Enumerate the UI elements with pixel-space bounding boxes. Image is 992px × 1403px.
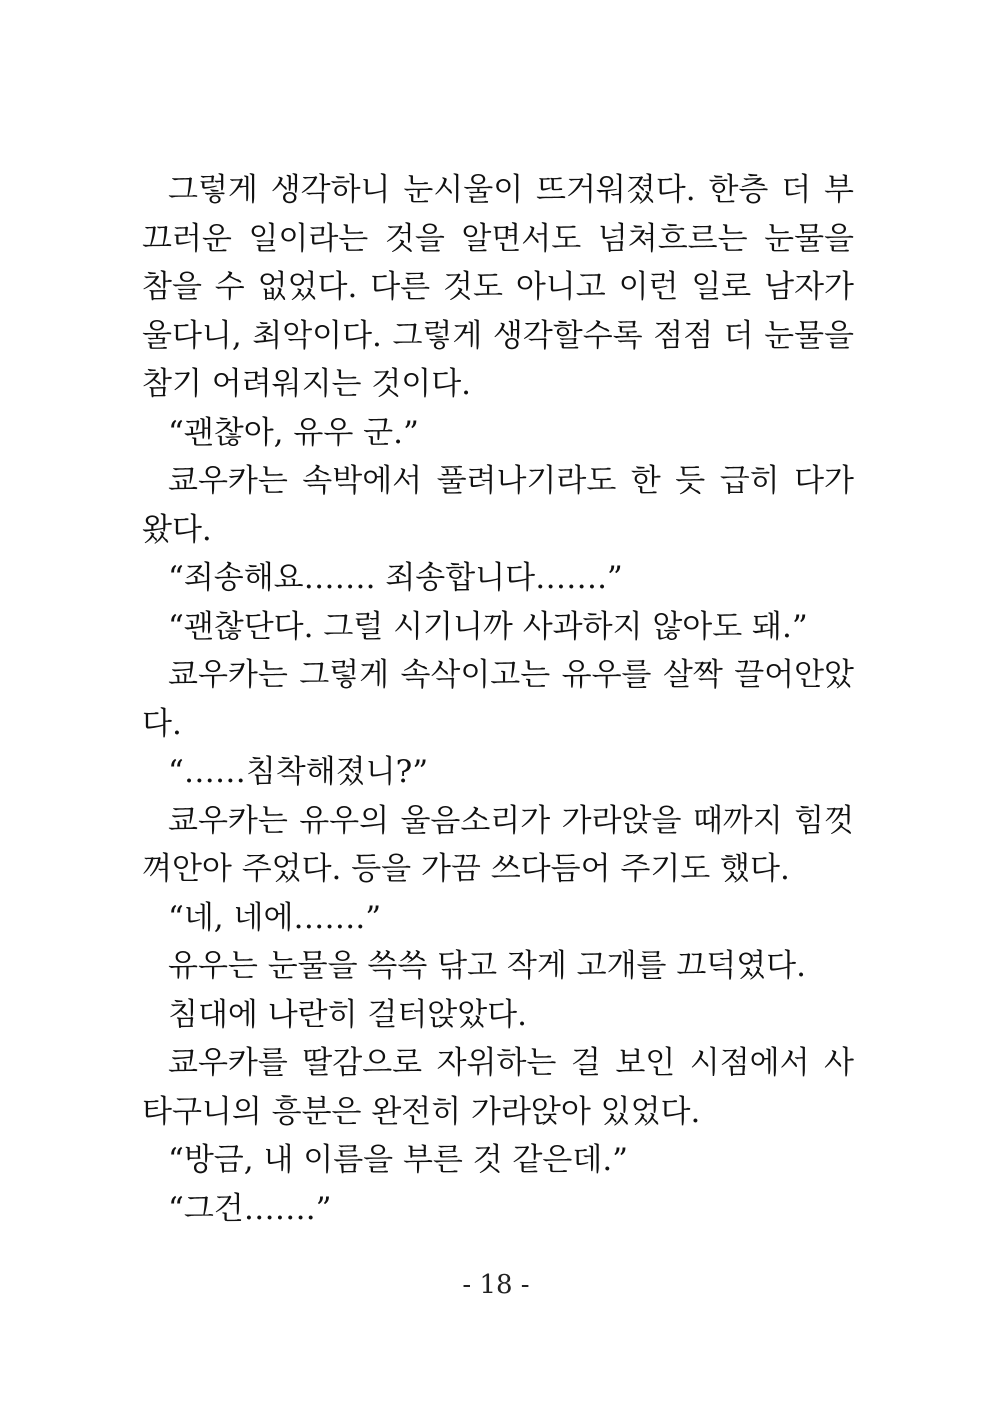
text-line: 껴안아 주었다. 등을 가끔 쓰다듬어 주기도 했다. (142, 851, 790, 887)
page-number: - 18 - (462, 1270, 530, 1300)
body-text (142, 166, 854, 1233)
dialogue-line: “그건…….” (168, 1190, 332, 1227)
text-line: 참기 어려워지는 것이다. (142, 366, 472, 402)
text-line: 쿄우카는 속박에서 풀려나기라도 한 듯 급히 다가 (168, 463, 854, 499)
dialogue-line: “……침착해졌니?” (168, 754, 429, 790)
text-line: 다. (142, 705, 182, 742)
dialogue-line: “괜찮아, 유우 군.” (168, 414, 419, 451)
text-line: 쿄우카는 유우의 울음소리가 가라앉을 때까지 힘껏 (168, 802, 854, 839)
dialogue-line: “죄송해요……. 죄송합니다…….” (168, 560, 623, 596)
text-line: 쿄우카는 그렇게 속삭이고는 유우를 살짝 끌어안았 (168, 657, 854, 693)
dialogue-line: “방금, 내 이름을 부른 것 같은데.” (168, 1142, 629, 1178)
text-line: 침대에 나란히 걸터앉았다. (168, 996, 527, 1033)
text-line: 울다니, 최악이다. 그렇게 생각할수록 점점 더 눈물을 (142, 317, 854, 354)
dialogue-line: “네, 네에…….” (168, 899, 382, 936)
text-line: 타구니의 흥분은 완전히 가라앉아 있었다. (142, 1093, 701, 1130)
text-line: 왔다. (142, 511, 212, 548)
text-line: 그렇게 생각하니 눈시울이 뜨거워졌다. 한층 더 부 (168, 172, 854, 208)
text-line: 유우는 눈물을 쓱쓱 닦고 작게 고개를 끄덕였다. (168, 948, 806, 984)
text-line: 쿄우카를 딸감으로 자위하는 걸 보인 시점에서 사 (168, 1045, 854, 1081)
text-line: 끄러운 일이라는 것을 알면서도 넘쳐흐르는 눈물을 (142, 220, 854, 257)
dialogue-line: “괜찮단다. 그럴 시기니까 사과하지 않아도 돼.” (168, 608, 808, 645)
text-line: 참을 수 없었다. 다른 것도 아니고 이런 일로 남자가 (142, 269, 854, 305)
